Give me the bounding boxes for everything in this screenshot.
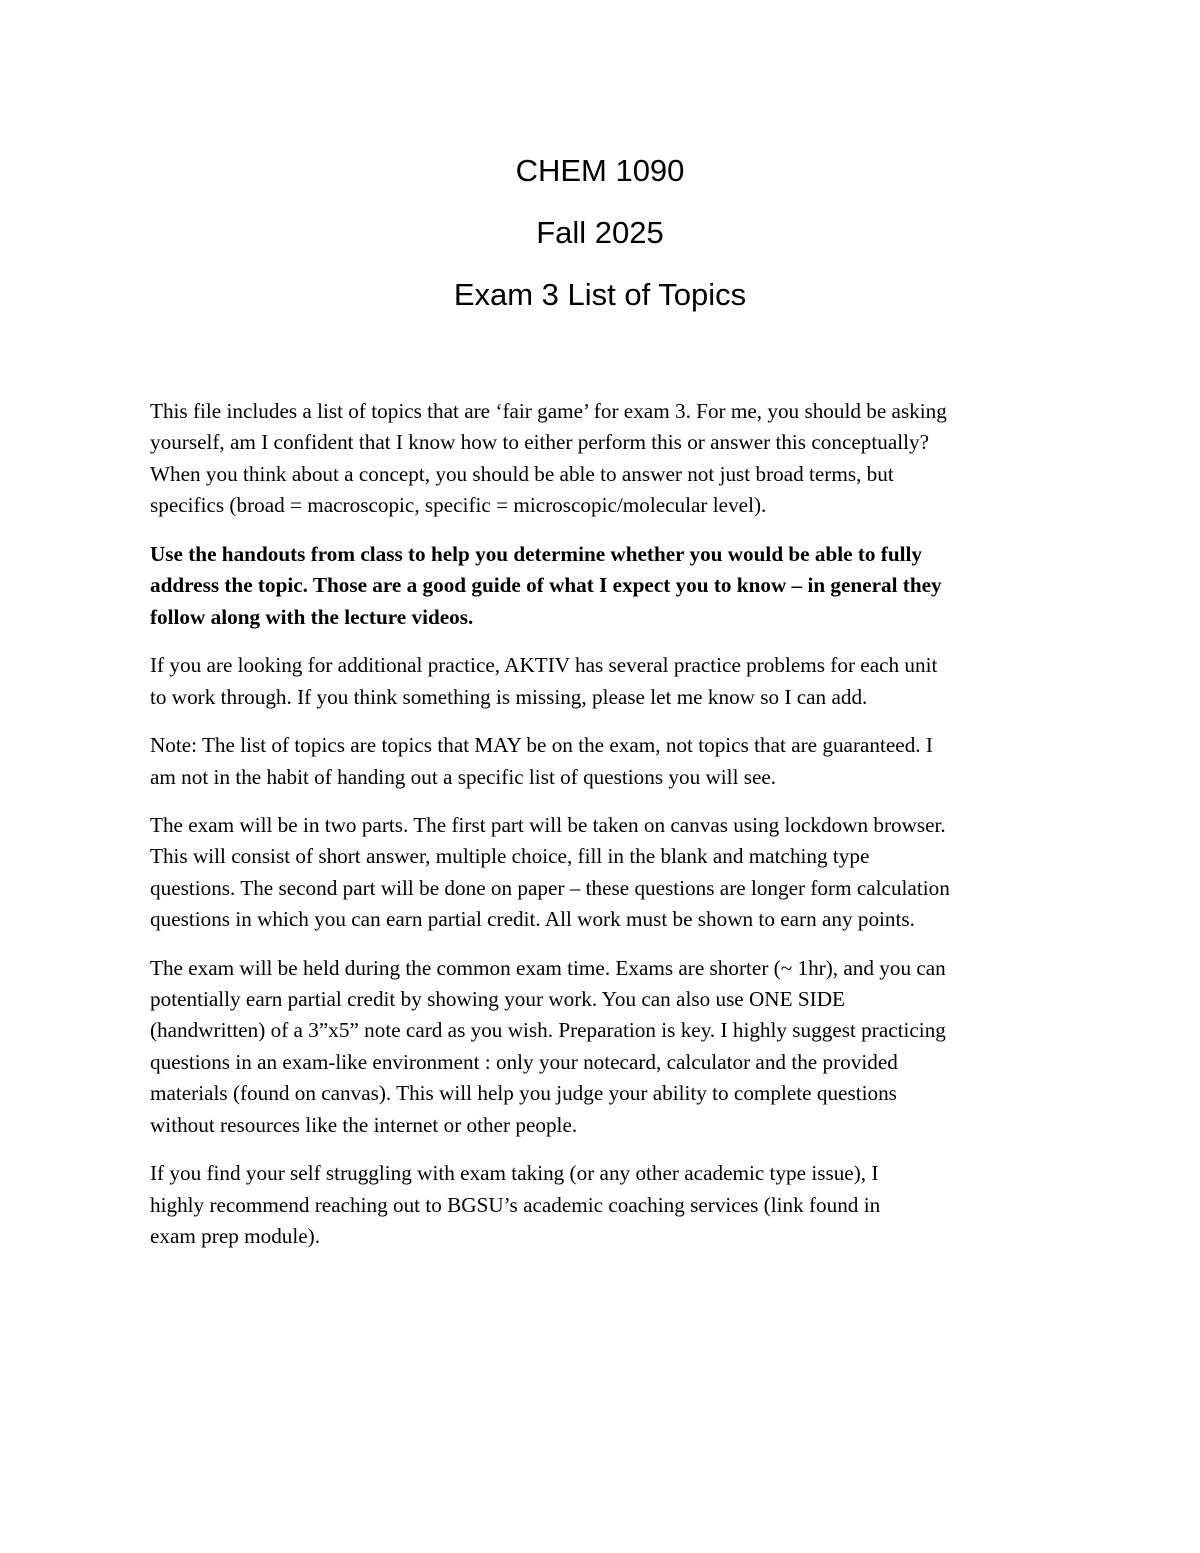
handouts-guidance-paragraph: Use the handouts from class to help you determine whether you would be able to fully address the topic. Those are a good guide of what I expect you to know – in general they follow along with the lecture videos.: [150, 541, 942, 629]
course-title: CHEM 1090: [515, 153, 685, 188]
coaching-paragraph: If you find your self struggling with exam taking (or any other academic type issue), I highly recommend reaching out to BGSU’s academic coaching services (link found in exam prep module).: [150, 1161, 881, 1248]
exam-format-paragraph: The exam will be in two parts. The first part will be taken on canvas using lockdown browser. This will consist of short answer, multiple choice, fill in the blank and matching type questions. The second part will be done on paper – these questions are longer form calculation questions in which you can earn partial credit. All work must be shown to earn any points.: [150, 813, 950, 932]
note-paragraph: Note: The list of topics are topics that MAY be on the exam, not topics that are guaranteed. I am not in the habit of handing out a specific list of questions you will see.: [150, 733, 933, 789]
exam-time-paragraph: The exam will be held during the common exam time. Exams are shorter (~ 1hr), and you can potentially earn partial credit by showing your work. You can also use ONE SIDE (handwritten) of a 3”x5” note card as you wish. Preparation is key. I highly suggest practicing questions in an exam-like environment : only your notecard, calculator and the provided materials (found on canvas). This will help you judge your ability to complete questions without resources like the internet or other people.: [150, 955, 946, 1137]
document-header: [0, 140, 1200, 326]
page-title: Exam 3 List of Topics: [453, 277, 747, 312]
document-body: [150, 396, 1055, 1269]
term-title: Fall 2025: [536, 215, 664, 250]
intro-paragraph: This file includes a list of topics that are ‘fair game’ for exam 3. For me, you should be asking yourself, am I confident that I know how to either perform this or answer this conceptually? When you think about a concept, you should be able to answer not just broad terms, but specifics (broad = macroscopic, specific = microscopic/molecular level).: [150, 399, 947, 518]
practice-paragraph: If you are looking for additional practice, AKTIV has several practice problems for each unit to work through. If you think something is missing, please let me know so I can add.: [150, 653, 938, 709]
